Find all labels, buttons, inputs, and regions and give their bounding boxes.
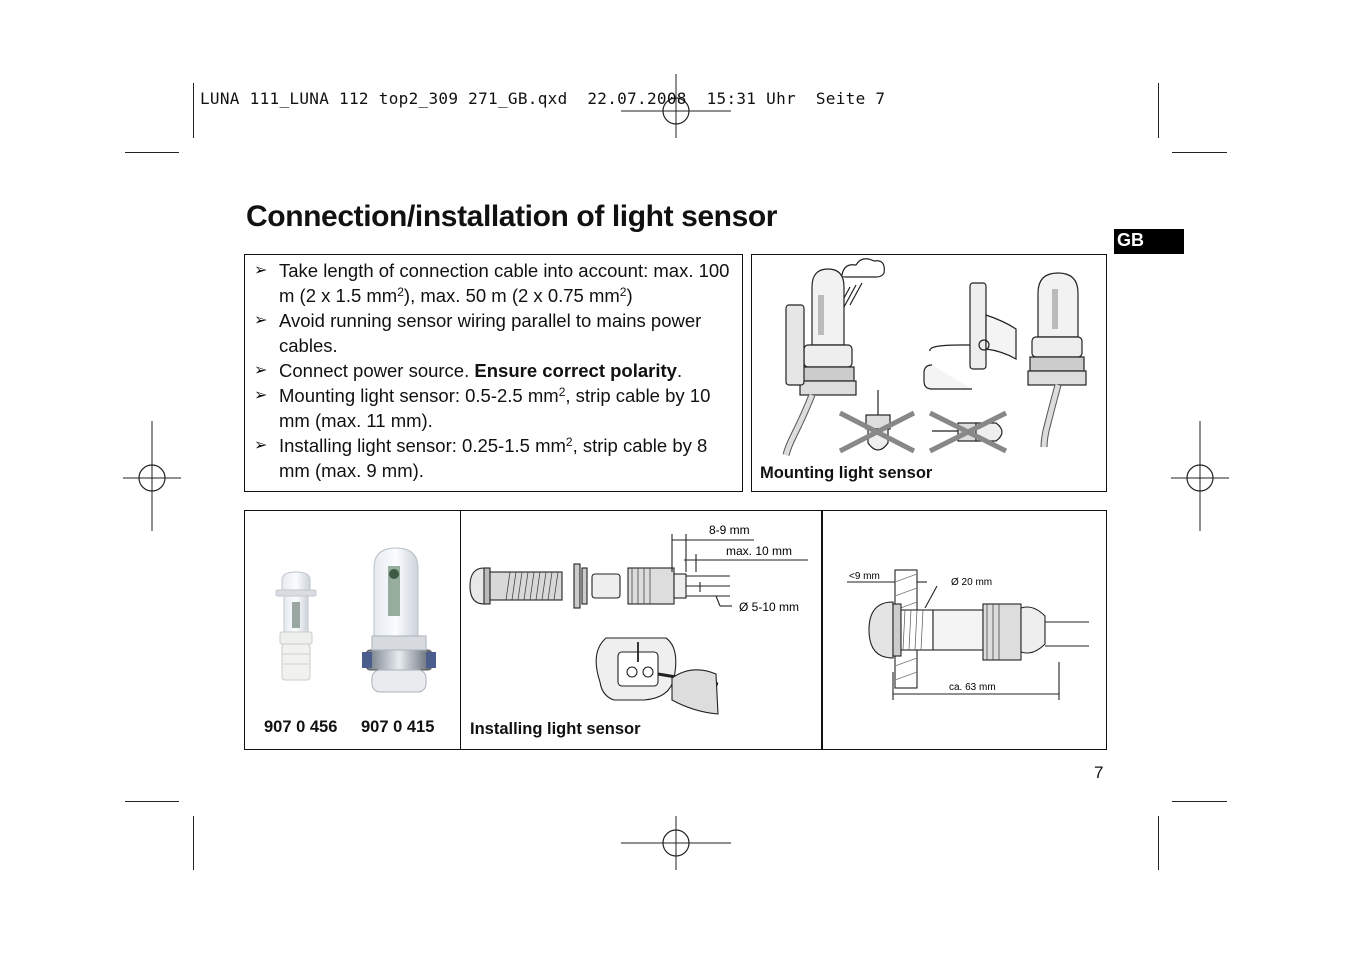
mounting-caption: Mounting light sensor [760,464,933,482]
product-photos [262,540,452,710]
instruction-item: ➢ Avoid running sensor wiring parallel to mains power cables. [254,310,702,356]
wrong-mounting-drawing [866,390,890,450]
page-number: 7 [1094,763,1104,782]
dim-length-label: ca. 63 mm [949,682,996,693]
cloud-icon [842,259,885,277]
instruction-item: ➢ Mounting light sensor: 0.5-2.5 $mm^2$, strip cable by 10 mm (max. 11 mm). [254,385,711,431]
product-small-photo [276,572,316,680]
installed-section-drawing [823,512,1105,748]
registration-mark-icon [621,816,731,872]
arrow-bullet-icon: ➢ [254,362,268,379]
language-tab: GB [1114,229,1184,254]
arrow-bullet-icon: ➢ [254,437,268,454]
product-small-code: 907 0 456 [264,718,338,736]
registration-mark-icon [1171,421,1229,533]
product-large-code: 907 0 415 [361,718,435,736]
instruction-item: ➢ Installing light sensor: 0.25-1.5 $mm^2$, strip cable by 8 mm (max. 9 mm). [254,435,708,481]
arrow-bullet-icon: ➢ [254,312,268,329]
dim-wall-label: <9 mm [849,571,880,582]
installing-caption: Installing light sensor [470,720,641,738]
product-large-photo [362,548,436,692]
pipe-clamp-drawing [924,283,1016,389]
registration-mark-icon [123,421,181,533]
installing-drawing [462,512,820,722]
mounting-illustration [752,255,1106,460]
divider [460,511,461,749]
instruction-item: ➢ Take length of connection cable into account: max. 100 m (2 x 1.5 $mm^2$), max. 50 m (2 x 0.75 $mm^2$) [254,260,730,306]
arrow-bullet-icon: ➢ [254,387,268,404]
dim-strip-label: 8-9 mm [709,523,750,537]
instruction-list [254,258,740,483]
dim-cable-label: Ø 5-10 mm [739,600,800,614]
sensor-right-drawing [1028,273,1086,447]
file-slug: LUNA 111_LUNA 112 top2_309 271_GB.qxd 22.07.2008 15:31 Uhr Seite 7 [200,89,886,108]
arrow-bullet-icon: ➢ [254,262,268,279]
dim-hole-label: Ø 20 mm [951,577,993,588]
instruction-item: ➢ Connect power source. Ensure correct polarity. [254,360,683,381]
dim-max-label: max. 10 mm [726,544,793,558]
sensor-left-drawing [786,269,856,455]
page-title: Connection/installation of light sensor [246,200,778,233]
